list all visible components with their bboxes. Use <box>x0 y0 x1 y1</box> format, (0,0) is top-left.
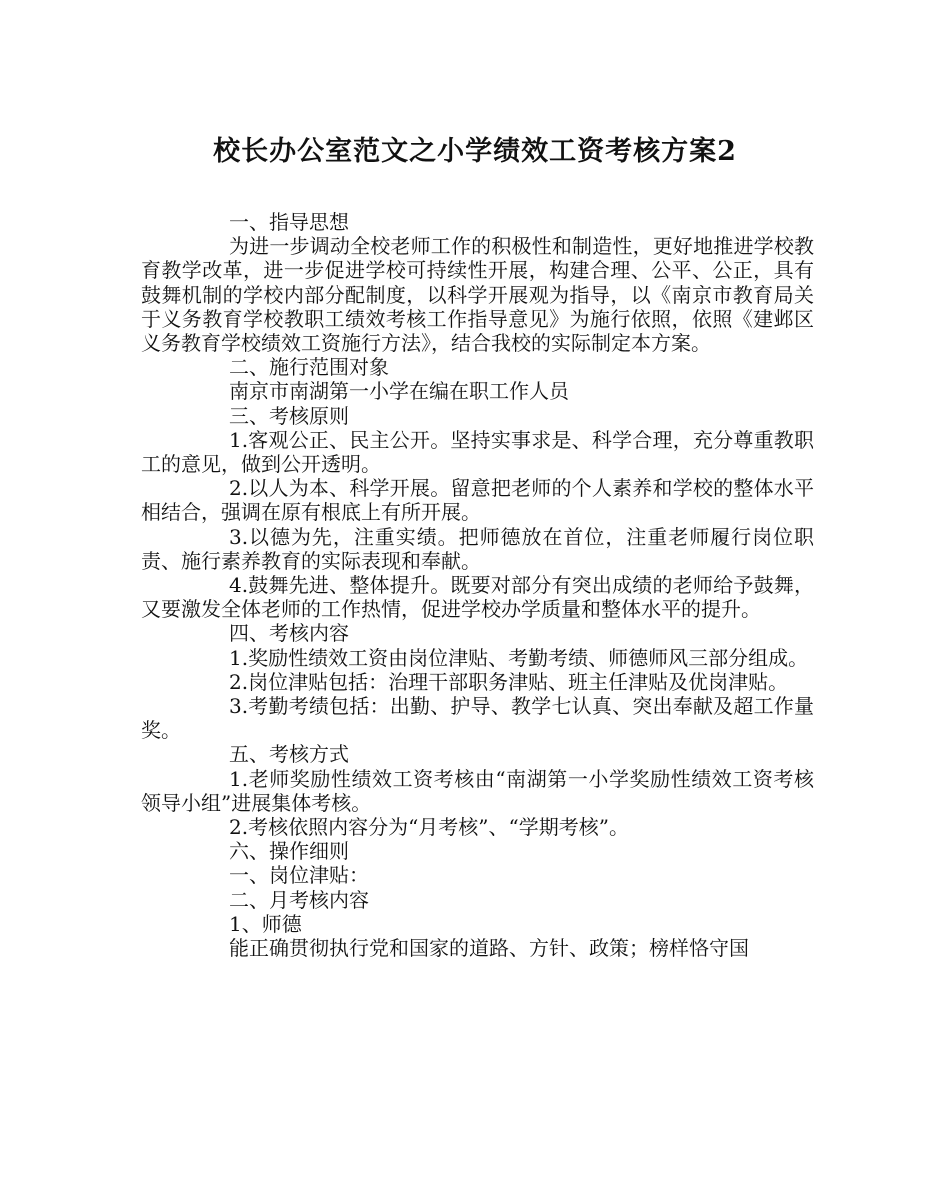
document-title: 校长办公室范文之小学绩效工资考核方案2 <box>213 136 737 167</box>
document-body <box>141 210 814 960</box>
principle-item-4: 4.鼓舞先进、整体提升。既要对部分有突出成绩的老师给予鼓舞，又要激发全体老师的工作热情，促进学校办学质量和整体水平的提升。 <box>141 573 814 622</box>
principle-item-1: 1.客观公正、民主公开。坚持实事求是、科学合理，充分尊重教职工的意见，做到公开透明。 <box>141 427 814 477</box>
principle-item-2: 2.以人为本、科学开展。留意把老师的个人素养和学校的整体水平相结合，强调在原有根底上有所开展。 <box>141 476 814 525</box>
paragraph-guiding-ideology: 为进一步调动全校老师工作的积极性和制造性，更好地推进学校教育教学改革，进一步促进学校可持续性开展，构建合理、公平、公正，具有鼓舞机制的学校内部分配制度，以科学开展观为指导，以《南京市教育局关于义务教育学校教职工绩效考核工作指导意见》为施行依照，依照《建邺区义务教育学校绩效工资施行方法》，结合我校的实际制定本方案。 <box>141 234 814 356</box>
content-item-1: 1.奖励性绩效工资由岗位津贴、考勤考绩、师德师风三部分组成。 <box>229 645 809 670</box>
subsection-heading-1: 一、岗位津贴： <box>229 863 369 888</box>
section-heading-3: 三、考核原则 <box>229 403 349 428</box>
subsection-item-ethics: 1、师德 <box>229 911 302 936</box>
section-heading-6: 六、操作细则 <box>229 839 349 864</box>
section-heading-4: 四、考核内容 <box>229 621 349 646</box>
method-item-2: 2.考核依照内容分为“月考核”、“学期考核”。 <box>229 815 629 840</box>
content-item-3: 3.考勤考绩包括：出勤、护导、教学七认真、突出奉献及超工作量奖。 <box>141 694 814 743</box>
paragraph-ethics-text: 能正确贯彻执行党和国家的道路、方针、政策；榜样恪守国 <box>229 936 749 961</box>
subsection-heading-2: 二、月考核内容 <box>229 887 369 912</box>
section-heading-5: 五、考核方式 <box>229 742 349 767</box>
principle-item-3: 3.以德为先，注重实绩。把师德放在首位，注重老师履行岗位职责、施行素养教育的实际表现和奉献。 <box>141 524 814 573</box>
method-item-1: 1.老师奖励性绩效工资考核由“南湖第一小学奖励性绩效工资考核领导小组”进展集体考核。 <box>141 766 814 815</box>
section-heading-2: 二、施行范围对象 <box>229 355 389 380</box>
section-heading-1: 一、指导思想 <box>229 210 349 234</box>
paragraph-scope: 南京市南湖第一小学在编在职工作人员 <box>229 379 569 404</box>
content-item-2: 2.岗位津贴包括：治理干部职务津贴、班主任津贴及优岗津贴。 <box>229 669 789 694</box>
